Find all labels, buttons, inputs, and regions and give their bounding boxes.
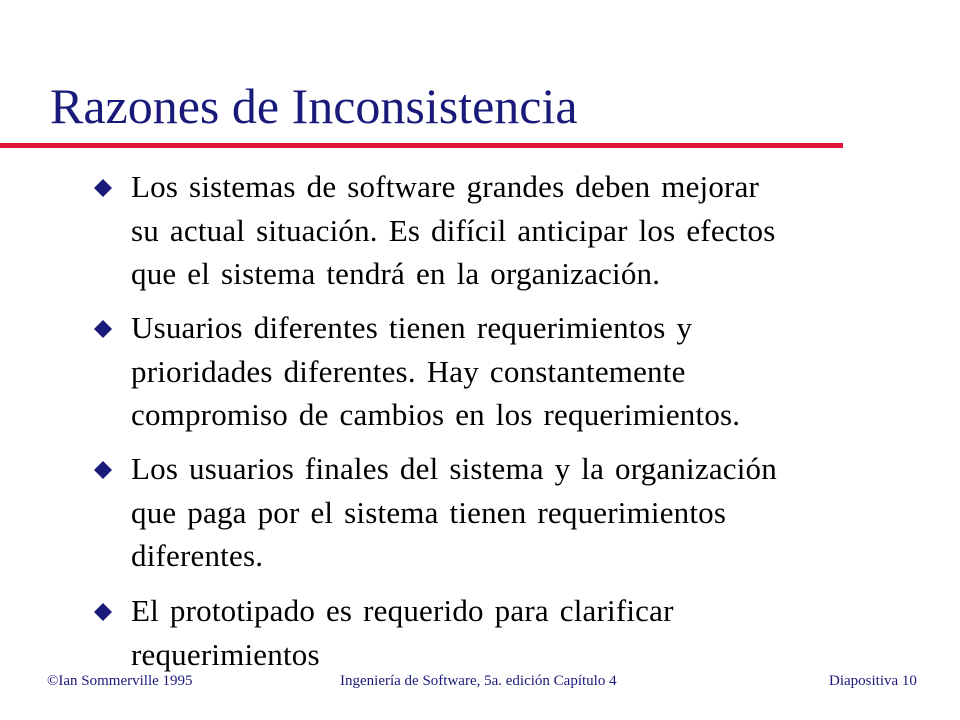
- bullet-line: Los sistemas de software grandes deben mejorar: [131, 169, 760, 204]
- bullet-text: [131, 589, 901, 676]
- diamond-bullet-icon: [93, 178, 113, 198]
- slide-title: Razones de Inconsistencia: [50, 78, 578, 134]
- bullet-text: [131, 165, 901, 296]
- bullet-line: requerimientos: [131, 636, 320, 672]
- bullet-line: compromiso de cambios en los requerimientos.: [131, 397, 741, 432]
- diamond-bullet-icon: [93, 602, 113, 622]
- bullet-line: su actual situación. Es difícil anticipar los efectos: [131, 212, 776, 248]
- footer-slide-number: Diapositiva 10: [829, 673, 917, 689]
- bullet-line: prioridades diferentes. Hay constantemente: [131, 353, 686, 389]
- bullet-line: diferentes.: [131, 538, 264, 573]
- bullet-line: Usuarios diferentes tienen requerimientos y: [131, 310, 693, 345]
- title-underline: [0, 143, 843, 148]
- bullet-line: que paga por el sistema tienen requerimientos: [131, 494, 727, 530]
- bullet-text: [131, 306, 901, 437]
- bullet-line: que el sistema tendrá en la organización.: [131, 256, 661, 291]
- footer-copyright: ©Ian Sommerville 1995: [47, 673, 193, 689]
- bullet-line: El prototipado es requerido para clarificar: [131, 593, 674, 628]
- bullet-text: [131, 447, 901, 578]
- footer-course: Ingeniería de Software, 5a. edición Capítulo 4: [340, 673, 617, 689]
- diamond-bullet-icon: [93, 460, 113, 480]
- diamond-bullet-icon: [93, 319, 113, 339]
- bullet-line: Los usuarios finales del sistema y la organización: [131, 451, 777, 486]
